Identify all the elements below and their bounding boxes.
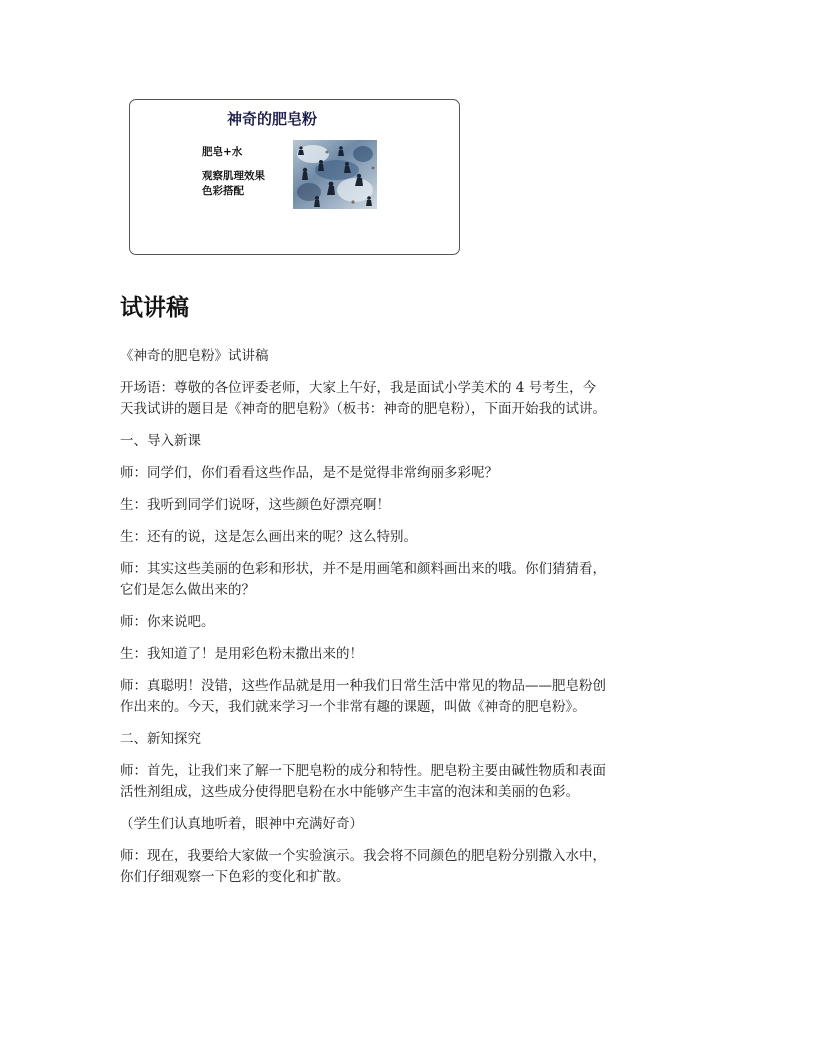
paragraph-stage-direction: （学生们认真地听着，眼神中充满好奇）	[120, 816, 363, 832]
soap-powder-artwork	[293, 140, 377, 209]
paragraph-dialogue: 师：真聪明！没错，这些作品就是用一种我们日常生活中常见的物品——肥皂粉创 作出来的。今天，我们就来学习一个非常有趣的课题，叫做《神奇的肥皂粉》。	[120, 678, 606, 715]
blackboard-design-panel	[129, 99, 460, 255]
paragraph-script-title: 《神奇的肥皂粉》试讲稿	[120, 348, 269, 364]
paragraph-opening: 开场语：尊敬的各位评委老师，大家上午好，我是面试小学美术的 4 号考生，今 天我试讲的题目是《神奇的肥皂粉》（板书：神奇的肥皂粉），下面开始我的试讲。	[120, 380, 606, 417]
board-title: 神奇的肥皂粉	[227, 110, 318, 128]
paragraph-dialogue: 生：还有的说，这是怎么画出来的呢？这么特别。	[120, 529, 417, 545]
paragraph-dialogue: 师：你来说吧。	[120, 614, 215, 630]
paragraph-dialogue: 师：现在，我要给大家做一个实验演示。我会将不同颜色的肥皂粉分别撒入水中， 你们仔细观察一下色彩的变化和扩散。	[120, 848, 606, 885]
board-note-color: 色彩搭配	[202, 185, 244, 197]
section-heading-new-knowledge: 二、新知探究	[120, 731, 201, 747]
board-note-texture: 观察肌理效果	[202, 170, 265, 182]
paragraph-dialogue: 生：我听到同学们说呀，这些颜色好漂亮啊！	[120, 497, 390, 513]
board-notes	[202, 145, 265, 199]
lecture-script-body	[120, 346, 720, 899]
paragraph-dialogue: 生：我知道了！是用彩色粉末撒出来的！	[120, 646, 363, 662]
paragraph-dialogue: 师：同学们，你们看看这些作品，是不是觉得非常绚丽多彩呢？	[120, 465, 498, 481]
board-note-soap-water: 肥皂+水	[202, 146, 243, 158]
paragraph-dialogue: 师：其实这些美丽的色彩和形状，并不是用画笔和颜料画出来的哦。你们猜猜看， 它们是怎么做出来的？	[120, 561, 606, 598]
paragraph-dialogue: 师：首先，让我们来了解一下肥皂粉的成分和特性。肥皂粉主要由碱性物质和表面 活性剂组成，这些成分使得肥皂粉在水中能够产生丰富的泡沫和美丽的色彩。	[120, 763, 606, 800]
document-heading: 试讲稿	[120, 295, 189, 321]
section-heading-introduction: 一、导入新课	[120, 433, 201, 449]
